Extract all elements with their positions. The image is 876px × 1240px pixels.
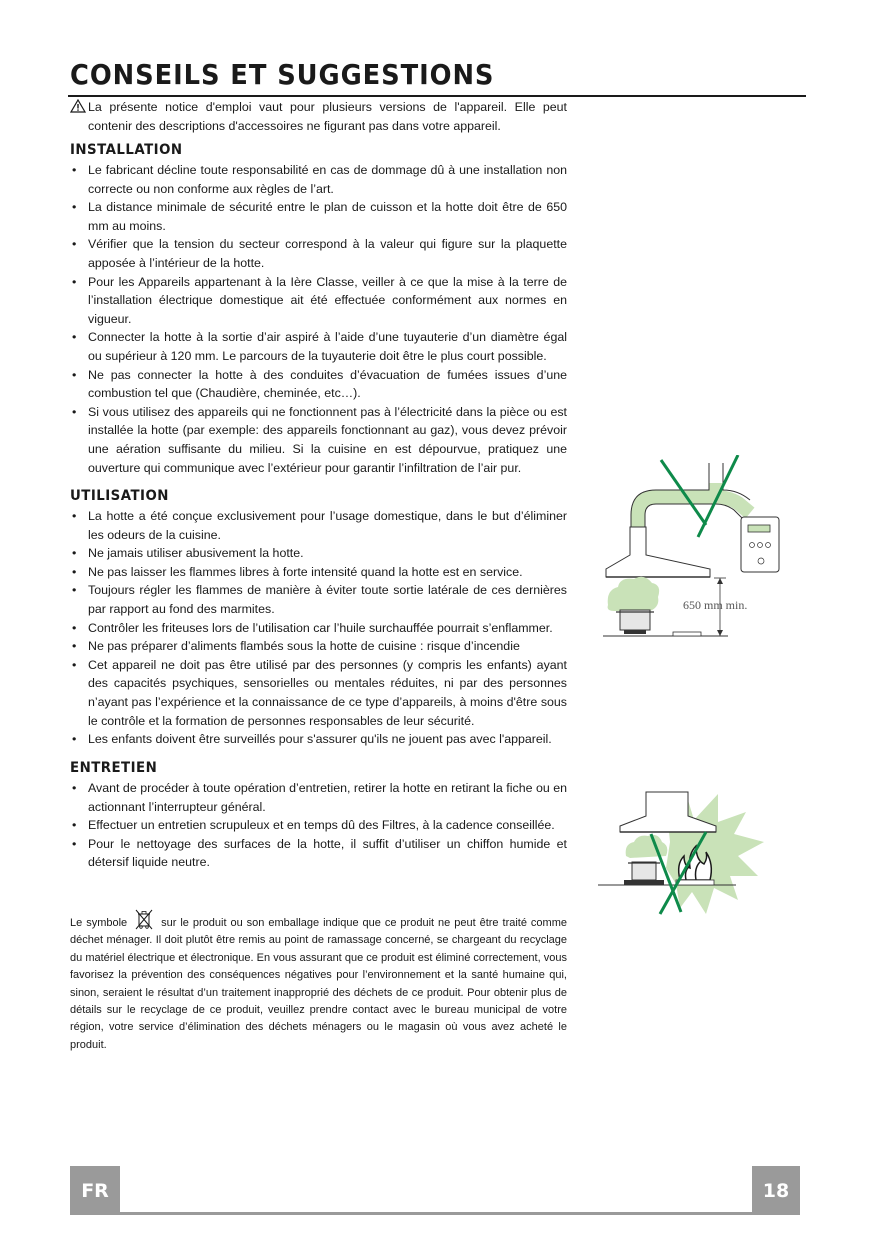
pot-illustration <box>608 577 660 634</box>
notice-text: La présente notice d'emploi vaut pour plusieurs versions de l'appareil. Elle peut contenir des descriptions d'accessoires ne figurant pas dans votre appareil. <box>88 100 567 133</box>
page-number: 18 <box>752 1166 800 1215</box>
cooktop-illustration <box>603 632 728 636</box>
warning-icon <box>70 99 86 113</box>
utilisation-section <box>70 487 567 749</box>
dimension-label: 650 mm min. <box>683 598 748 612</box>
list-item: • Ne pas préparer d’aliments flambés sous la hotte de cuisine : risque d’incendie <box>70 637 567 656</box>
utilisation-list <box>70 507 567 749</box>
list-item: • Vérifier que la tension du secteur correspond à la valeur qui figure sur la plaquette apposée à l’intérieur de la hotte. <box>70 235 567 272</box>
dimension-marker <box>683 578 747 636</box>
list-item: • Toujours régler les flammes de manière à éviter toute sortie latérale de ces dernières par rapport au fond des marmites. <box>70 581 567 618</box>
list-item: • Ne jamais utiliser abusivement la hotte. <box>70 544 567 563</box>
hood-illustration <box>606 527 710 577</box>
notice-block <box>70 98 567 135</box>
recycling-text-rest: sur le produit ou son emballage indique que ce produit ne peut être traité comme déchet ménager. Il doit plutôt être remis au point de ramassage concerné, se chargeant du recyclage du matériel électrique et électronique. En vous assurant que ce produit est éliminé correctement, vous favorisez la prévention des conséquences négatives pour l’environnement et la santé humaine qui, sinon, seraient le résultat d’un traitement inapproprié des déchets de ce produit. Pour obtenir plus de détails sur le recyclage de ce produit, veuillez prendre contact avec le bureau municipal de votre région, votre service d’élimination des déchets ménagers ou le magasin où vous avez acheté le produit. <box>70 917 567 1051</box>
list-item: • Cet appareil ne doit pas être utilisé par des personnes (y compris les enfants) ayant des capacités psychiques, sensorielles ou mentales réduites, ni par des personnes n’ayant pas l’expérience et la connaissance de ce type d’appareils, à moins d'être sous le contrôle et la formation de personnes responsables de leur sécurité. <box>70 656 567 730</box>
recycling-text-start: Le symbole <box>70 917 128 929</box>
hood-flue-warning-illustration <box>598 455 798 645</box>
list-item: • Avant de procéder à toute opération d’entretien, retirer la hotte en retirant la fiche ou en actionnant l’interrupteur général. <box>70 779 567 816</box>
list-item: • Effectuer un entretien scrupuleux et en temps dû des Filtres, à la cadence conseillée. <box>70 816 567 835</box>
utilisation-heading: UTILISATION <box>70 488 169 504</box>
entretien-heading: ENTRETIEN <box>70 760 158 776</box>
list-item: • La hotte a été conçue exclusivement pour l’usage domestique, dans le but d’éliminer les odeurs de la cuisine. <box>70 507 567 544</box>
list-item: • Pour les Appareils appartenant à la Ière Classe, veiller à ce que la mise à la terre de l’installation électrique domestique ait été effectuée conformément aux normes en vigueur. <box>70 273 567 329</box>
list-item: • Contrôler les friteuses lors de l’utilisation car l’huile surchauffée pourrait s’enflammer. <box>70 619 567 638</box>
flambe-warning-illustration <box>596 772 766 917</box>
list-item: • Pour le nettoyage des surfaces de la hotte, il suffit d’utiliser un chiffon humide et détersif liquide neutre. <box>70 835 567 872</box>
boiler-illustration <box>741 517 779 572</box>
list-item: • Le fabricant décline toute responsabilité en cas de dommage dû à une installation non correcte ou non conforme aux règles de l’art. <box>70 161 567 198</box>
list-item: • Ne pas laisser les flammes libres à forte intensité quand la hotte est en service. <box>70 563 567 582</box>
entretien-list <box>70 779 567 872</box>
title-divider <box>68 95 806 97</box>
crossed-bin-icon <box>133 908 155 930</box>
language-tab: FR <box>70 1166 120 1215</box>
footer-rule <box>70 1212 800 1215</box>
duct-illustration <box>631 463 750 527</box>
list-item: • Connecter la hotte à la sortie d’air aspiré à l’aide d’une tuyauterie d’un diamètre égal ou supérieur à 120 mm. Le parcours de la tuyauterie doit être le plus court possible. <box>70 328 567 365</box>
list-item: • La distance minimale de sécurité entre le plan de cuisson et la hotte doit être de 650 mm au moins. <box>70 198 567 235</box>
page-title: CONSEILS ET SUGGESTIONS <box>70 58 495 91</box>
entretien-section <box>70 759 567 872</box>
list-item: • Les enfants doivent être surveillés pour s'assurer qu'ils ne jouent pas avec l'appareil. <box>70 730 567 749</box>
recycling-notice <box>70 908 567 1054</box>
list-item: • Si vous utilisez des appareils qui ne fonctionnent pas à l’électricité dans la pièce ou est installée la hotte (par exemple: des appareils fonctionnant au gaz), vous devez prévoir une aération suffisante du milieu. Si la cuisine en est dépourvue, pratiquez une ouverture qui communique avec l’extérieur pour garantir l’infiltration de l’air pur. <box>70 403 567 477</box>
installation-heading: INSTALLATION <box>70 142 183 158</box>
list-item: • Ne pas connecter la hotte à des conduites d’évacuation de fumées issues d’une combustion tel que (Chaudière, cheminée, etc…). <box>70 366 567 403</box>
installation-list <box>70 161 567 477</box>
installation-section <box>70 141 567 477</box>
